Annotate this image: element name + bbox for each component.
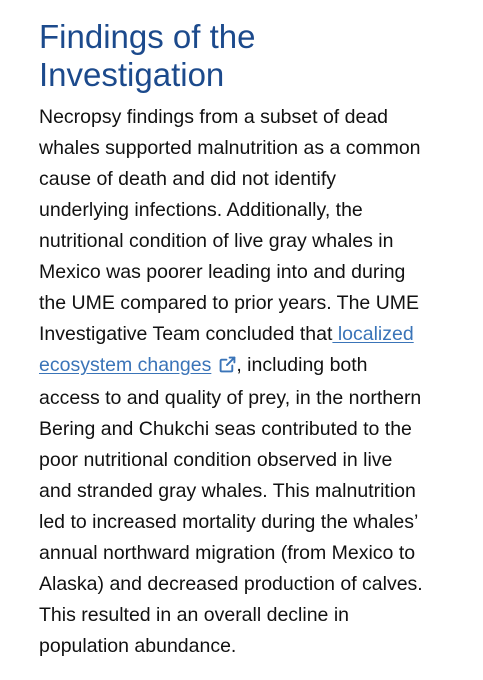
heading-line-2: Investigation (39, 56, 225, 93)
paragraph-line: annual northward migration (from Mexico to (39, 542, 416, 564)
localized-ecosystem-changes-link[interactable]: localized (332, 323, 414, 345)
paragraph-line: access to and quality of prey, in the northern (39, 387, 422, 409)
paragraph-line: Mexico was poorer leading into and during (39, 261, 406, 283)
paragraph-line: cause of death and did not identify (39, 168, 337, 190)
paragraph-line-with-link (39, 319, 459, 350)
paragraph-line: nutritional condition of live gray whales in (39, 230, 394, 252)
article-section (39, 18, 459, 662)
paragraph-line: Bering and Chukchi seas contributed to the (39, 418, 412, 440)
paragraph-line: Necropsy findings from a subset of dead (39, 106, 389, 128)
external-link-icon[interactable] (219, 352, 236, 383)
paragraph-line: underlying infections. Additionally, the (39, 199, 363, 221)
paragraph-line: and stranded gray whales. This malnutrition (39, 480, 416, 502)
paragraph-line: Investigative Team concluded that (39, 323, 333, 345)
section-heading (39, 18, 459, 94)
paragraph-line: poor nutritional condition observed in live (39, 449, 393, 471)
paragraph-line-with-link (39, 350, 459, 383)
paragraph-line: Alaska) and decreased production of calves. (39, 573, 423, 595)
paragraph-line: This resulted in an overall decline in (39, 604, 350, 626)
heading-line-1: Findings of the (39, 18, 256, 55)
after-link-text: , including both (236, 354, 368, 376)
findings-paragraph (39, 102, 459, 662)
localized-ecosystem-changes-link-continued[interactable]: ecosystem changes (39, 354, 212, 376)
paragraph-line: the UME compared to prior years. The UME (39, 292, 420, 314)
paragraph-line: led to increased mortality during the whales’ (39, 511, 419, 533)
paragraph-line: whales supported malnutrition as a common (39, 137, 421, 159)
paragraph-line: population abundance. (39, 635, 237, 657)
